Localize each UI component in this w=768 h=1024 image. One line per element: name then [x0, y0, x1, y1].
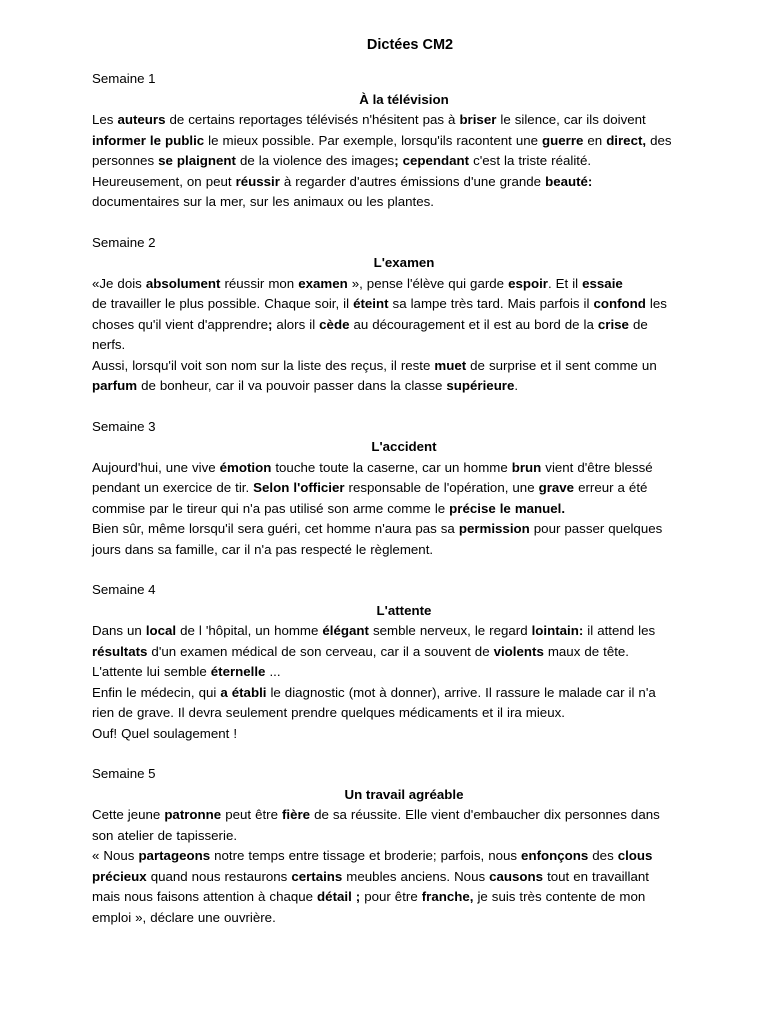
vocabulary-word: précieux	[92, 868, 147, 884]
vocabulary-word: émotion	[219, 459, 272, 475]
text-run: en	[583, 132, 607, 148]
text-run: pendant un exercice de tir.	[92, 480, 254, 495]
text-run: », pense l'élève qui garde	[347, 275, 509, 291]
text-run: Cette jeune	[92, 807, 165, 822]
dictation-title: Un travail agréable	[344, 786, 464, 802]
text-run: semble nerveux, le regard	[368, 623, 532, 638]
text-line	[92, 826, 698, 847]
text-run: notre temps entre tissage et broderie; parfois, nous	[210, 848, 522, 863]
text-run: de certains reportages télévisés n'hésitent pas à	[165, 112, 460, 127]
text-run: le silence, car ils doivent	[496, 112, 646, 127]
text-line	[92, 294, 698, 315]
vocabulary-word: examen	[298, 275, 348, 291]
week-section	[92, 417, 698, 561]
vocabulary-word: éteint	[353, 296, 389, 311]
dictation-paragraph	[92, 621, 698, 683]
text-run: Aussi, lorsqu'il voit son nom sur la liste des reçus, il reste	[92, 357, 435, 373]
vocabulary-word: essaie	[582, 275, 623, 291]
text-run: son atelier de tapisserie.	[92, 827, 238, 843]
text-run: pour passer quelques	[529, 521, 663, 536]
text-run: des	[646, 132, 672, 148]
vocabulary-word: certains	[291, 868, 343, 884]
vocabulary-word: se plaignent	[158, 153, 236, 168]
vocabulary-word: enfonçons	[521, 848, 589, 863]
text-run: commise par le tireur qui n'a pas utilisé son arme comme le	[92, 500, 450, 516]
vocabulary-word: absolument	[145, 275, 221, 291]
vocabulary-word: a établi	[220, 684, 267, 700]
text-line	[92, 499, 698, 520]
text-line	[92, 867, 698, 888]
text-run: jours dans sa famille, car il n'a pas respecté le règlement.	[92, 541, 434, 557]
text-run: meubles anciens. Nous	[342, 868, 490, 884]
text-run: L'attente lui semble	[92, 664, 211, 679]
vocabulary-word: fière	[281, 807, 311, 822]
text-line	[92, 642, 698, 663]
week-section	[92, 764, 698, 928]
vocabulary-word: confond	[593, 296, 646, 311]
vocabulary-word: Selon l'officier	[253, 480, 345, 495]
week-label: Semaine 2	[92, 234, 156, 250]
vocabulary-word: muet	[434, 357, 467, 373]
week-section	[92, 580, 698, 744]
dictation-paragraph	[92, 519, 698, 560]
vocabulary-word: direct,	[606, 132, 647, 148]
vocabulary-word: local	[145, 623, 177, 638]
dictation-paragraph	[92, 356, 698, 397]
vocabulary-word: éternelle	[210, 664, 266, 679]
dictation-paragraph	[92, 274, 698, 356]
vocabulary-word: grave	[538, 480, 575, 495]
text-line	[92, 376, 698, 397]
text-run: sa lampe très tard. Mais parfois il	[388, 296, 594, 311]
vocabulary-word: supérieure	[446, 378, 515, 393]
text-run: à regarder d'autres émissions d'une grande	[279, 173, 546, 189]
text-line	[92, 110, 698, 131]
vocabulary-word: patronne	[164, 807, 222, 822]
text-line	[92, 131, 698, 152]
dictation-paragraph	[92, 683, 698, 724]
vocabulary-word: briser	[459, 112, 497, 127]
text-run: de l 'hôpital, un homme	[176, 623, 323, 638]
vocabulary-word: lointain:	[531, 623, 584, 638]
text-run: maux de tête.	[543, 643, 630, 659]
vocabulary-word: causons	[489, 868, 544, 884]
text-line	[92, 724, 698, 745]
text-run: erreur a été	[574, 480, 648, 495]
text-line	[92, 458, 698, 479]
text-run: peut être	[221, 807, 282, 822]
text-run: mais nous faisons attention à chaque	[92, 889, 318, 904]
text-run: .	[514, 378, 519, 393]
vocabulary-word: élégant	[322, 623, 369, 638]
text-run: au découragement et il est au bord de la	[349, 316, 598, 332]
dictation-title: À la télévision	[359, 91, 449, 107]
dictation-paragraph	[92, 846, 698, 928]
vocabulary-word: cède	[319, 316, 350, 332]
week-label: Semaine 3	[92, 418, 156, 434]
text-run: réussir mon	[220, 275, 299, 291]
vocabulary-word: auteurs	[117, 112, 166, 127]
vocabulary-word: clous	[617, 848, 653, 863]
text-run: tout en travaillant	[543, 868, 649, 884]
vocabulary-word: ;	[268, 316, 273, 332]
text-run: Aujourd'hui, une vive	[92, 459, 220, 475]
vocabulary-word: parfum	[92, 378, 138, 393]
week-label: Semaine 1	[92, 71, 156, 86]
text-run: choses qu'il vient d'apprendre	[92, 316, 268, 332]
text-run: emploi », déclare une ouvrière.	[92, 909, 276, 925]
document-title: Dictées CM2	[366, 37, 454, 53]
vocabulary-word: précise le manuel.	[449, 500, 566, 516]
dictation-title: L'accident	[371, 439, 437, 454]
text-run: personnes	[92, 153, 159, 168]
dictation-title: L'examen	[373, 255, 435, 270]
vocabulary-word: brun	[511, 459, 542, 475]
text-run: ...	[265, 664, 281, 679]
vocabulary-word: violents	[493, 643, 544, 659]
text-run: le mieux possible. Par exemple, lorsqu'ils racontent une	[204, 132, 543, 148]
dictation-paragraph	[92, 805, 698, 846]
text-line	[92, 151, 698, 172]
text-run: . Et il	[547, 275, 583, 291]
text-run: touche toute la caserne, car un homme	[271, 459, 512, 475]
vocabulary-word: partageons	[138, 848, 211, 863]
vocabulary-word: franche,	[421, 889, 474, 904]
text-run: de sa réussite. Elle vient d'embaucher dix personnes dans	[310, 807, 660, 822]
text-line	[92, 315, 698, 336]
text-run: de surprise et il sent comme un	[466, 357, 657, 373]
text-line	[92, 805, 698, 826]
week-label: Semaine 4	[92, 582, 156, 597]
text-run: quand nous restaurons	[146, 868, 292, 884]
week-label: Semaine 5	[92, 766, 156, 781]
text-run: alors il	[272, 316, 320, 332]
text-line	[92, 683, 698, 704]
dictation-paragraph	[92, 458, 698, 520]
text-line	[92, 621, 698, 642]
dictation-document	[92, 34, 698, 928]
text-line	[92, 478, 698, 499]
text-run: de	[628, 316, 648, 332]
text-line	[92, 846, 698, 867]
text-line	[92, 887, 698, 908]
vocabulary-word: guerre	[542, 132, 584, 148]
text-run: c'est la triste réalité.	[469, 153, 592, 168]
text-run: «Je dois	[92, 275, 146, 291]
text-run: Enfin le médecin, qui	[92, 684, 221, 700]
text-line	[92, 662, 698, 683]
dictation-paragraph	[92, 724, 698, 745]
text-run: le diagnostic	[266, 684, 349, 700]
week-section	[92, 69, 698, 213]
text-run: « Nous	[92, 848, 139, 863]
text-run: Les	[92, 112, 118, 127]
text-line	[92, 335, 698, 356]
text-line	[92, 908, 698, 929]
text-run: il attend les	[583, 623, 656, 638]
vocabulary-word: permission	[458, 521, 530, 536]
text-line	[92, 172, 698, 193]
text-run: rien de grave. Il devra seulement prendre quelques médicaments et il ira mieux.	[92, 705, 565, 720]
vocabulary-word: beauté:	[545, 173, 593, 189]
text-run: Dans un	[92, 623, 146, 638]
text-run: de la violence des images	[235, 153, 395, 168]
vocabulary-word: détail ;	[317, 889, 361, 904]
text-run: (	[348, 684, 354, 700]
dictation-paragraph	[92, 110, 698, 213]
weeks-container	[92, 69, 698, 928]
text-line	[92, 540, 698, 561]
text-run: Heureusement, on peut	[92, 173, 236, 189]
text-run: de travailler le plus possible. Chaque soir, il	[92, 296, 354, 311]
text-line	[92, 356, 698, 377]
text-run: Ouf! Quel soulagement !	[92, 725, 238, 741]
text-line	[92, 192, 698, 213]
text-run: les	[645, 296, 667, 311]
text-run: je suis très contente de mon	[473, 889, 646, 904]
text-run: vient d'être blessé	[541, 459, 653, 475]
text-line	[92, 703, 698, 724]
text-run: de bonheur, car il va pouvoir passer dans la classe	[137, 378, 447, 393]
vocabulary-word: crise	[597, 316, 629, 332]
text-run: nerfs.	[92, 337, 126, 352]
text-run: documentaires sur la mer, sur les animaux ou les plantes.	[92, 194, 434, 209]
text-run: mot à donner), arrive. Il rassure le malade car il n'a	[353, 684, 656, 700]
dictation-title: L'attente	[376, 602, 432, 618]
text-run: d'un examen médical de son cerveau, car il a souvent de	[147, 643, 494, 659]
text-run: Bien sûr, même lorsqu'il sera guéri, cet homme n'aura pas sa	[92, 521, 459, 536]
text-line	[92, 519, 698, 540]
vocabulary-word: résultats	[92, 643, 148, 659]
vocabulary-word: espoir	[508, 275, 548, 291]
text-run: pour être	[360, 889, 422, 904]
text-line	[92, 274, 698, 295]
vocabulary-word: réussir	[235, 173, 280, 189]
text-run: responsable de l'opération, une	[344, 480, 539, 495]
week-section	[92, 233, 698, 397]
vocabulary-word: ; cependant	[394, 153, 470, 168]
text-run: des	[588, 848, 618, 863]
vocabulary-word: informer le public	[92, 132, 205, 148]
